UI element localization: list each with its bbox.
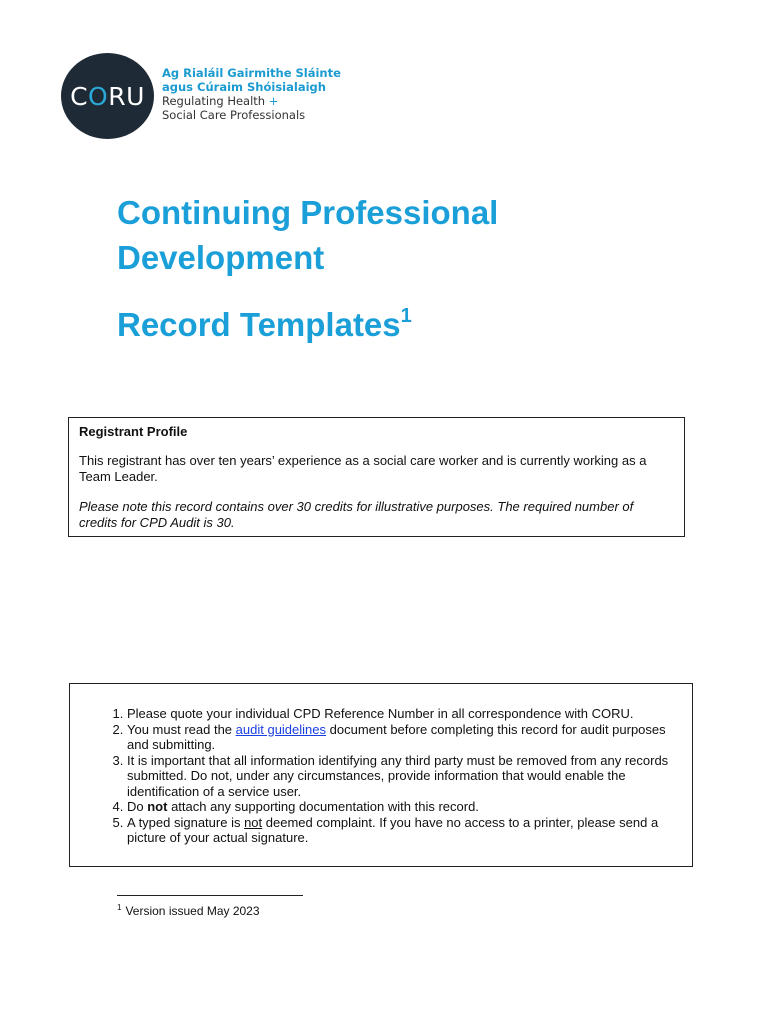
instruction-4-bold: not [147, 799, 168, 814]
instruction-item-5 [127, 815, 682, 846]
instruction-5-post: deemed complaint. If you have no access to a printer, please send a picture of your actual signature. [127, 814, 659, 845]
instruction-4-pre: Do [127, 799, 148, 814]
profile-body: This registrant has over ten years’ experience as a social care worker and is currently working as a Team Leader. [79, 453, 647, 484]
footnote-text: Version issued May 2023 [125, 904, 260, 918]
footnote-marker: 1 [117, 903, 122, 912]
instruction-5-pre: A typed signature is [127, 814, 245, 830]
logo-english-line-2: Social Care Professionals [162, 108, 306, 122]
instruction-5-underline: not [244, 814, 263, 830]
logo-english-text: Regulating Health [162, 94, 266, 108]
logo-english-line-1 [162, 94, 341, 108]
footnote-divider [117, 895, 303, 896]
registrant-profile-box [68, 417, 685, 537]
profile-note: Please note this record contains over 30 credits for illustrative purposes. The required number of credits for CPD Audit is 30. [79, 499, 634, 530]
instruction-2-pre: You must read the [127, 721, 236, 737]
instructions-list [70, 706, 682, 846]
document-title [117, 190, 498, 347]
profile-heading: Registrant Profile [79, 424, 188, 439]
logo-wordmark [70, 82, 145, 111]
instructions-box [69, 683, 693, 867]
logo-letter-c: C [70, 81, 89, 111]
coru-logo [61, 53, 154, 139]
instruction-item-2 [127, 722, 682, 753]
logo-letter-o: O [88, 81, 109, 111]
instruction-item-4 [127, 799, 682, 815]
instruction-item-1: 1. Please quote your individual CPD Reference Number in all correspondence with CORU. [127, 706, 682, 722]
instruction-2-post: document before completing this record for audit purposes and submitting. [127, 721, 666, 752]
title-footnote-ref: 1 [400, 305, 412, 327]
title-line-3 [117, 294, 498, 347]
title-line-3-text: Record Templates [117, 306, 401, 343]
footnote [117, 903, 260, 918]
title-line-1: Continuing Professional [117, 194, 499, 231]
logo-plus: + [268, 94, 279, 108]
logo-irish-line-1: Ag Rialáil Gairmithe Sláinte [162, 66, 341, 80]
audit-guidelines-link[interactable]: audit guidelines [235, 721, 327, 737]
instruction-item-3: 3. It is important that all information identifying any third party must be removed from any records submitted. Do not, under any circumstances, provide information that would enable the identification of a service user. [127, 753, 682, 800]
logo-tagline [162, 66, 341, 122]
title-line-2: Development [117, 239, 325, 276]
logo-irish-line-2: agus Cúraim Shóisialaigh [162, 80, 326, 94]
logo-letters-ru: RU [108, 81, 145, 111]
instruction-4-post: attach any supporting documentation with this record. [167, 799, 479, 814]
